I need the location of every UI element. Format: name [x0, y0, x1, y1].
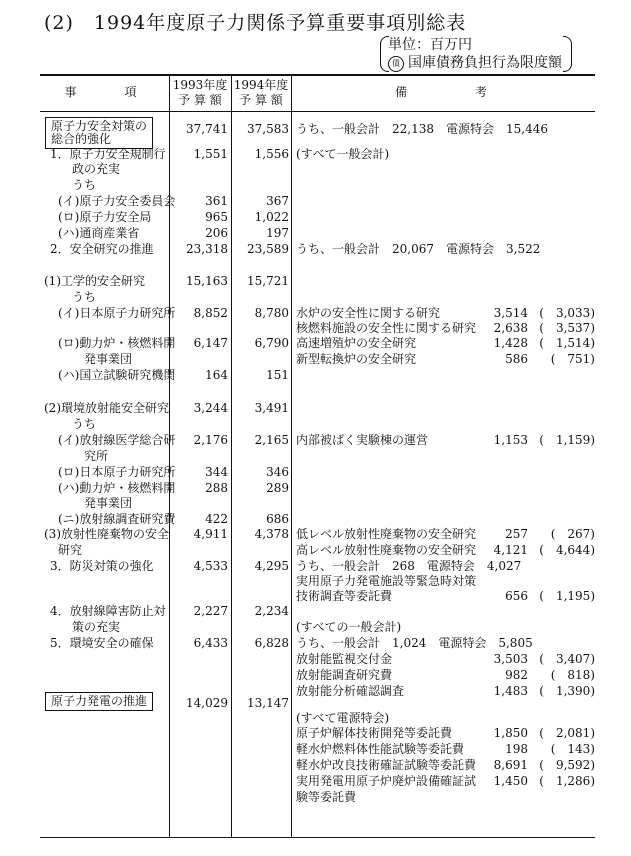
- value-1993: 1,551: [193, 147, 228, 161]
- value-1994: 151: [266, 368, 289, 382]
- remark-amount: 586: [505, 352, 528, 366]
- value-1994: 2,165: [254, 433, 289, 447]
- value-1993: 15,163: [186, 274, 228, 288]
- remark-debt-limit: ( 1,195): [539, 589, 595, 603]
- value-1993: 965: [205, 210, 228, 224]
- remark-text: 原子炉解体技術開発等委託費: [296, 726, 453, 740]
- value-1994: 37,583: [247, 122, 289, 136]
- circled-debt-mark: 債: [388, 56, 404, 72]
- value-1994: 4,378: [254, 527, 289, 541]
- col-divider-3: [291, 75, 292, 837]
- remark-debt-limit: ( 2,081): [539, 726, 595, 740]
- value-1994: 8,780: [254, 306, 289, 320]
- item-label: 研究: [58, 543, 83, 557]
- value-1993: 206: [205, 226, 228, 240]
- header-remarks: 備 考: [394, 85, 491, 99]
- remark-amount: 4,121: [493, 543, 528, 557]
- remark-text: うち、一般会計 1,024 電源特会 5,805: [296, 636, 533, 650]
- remark-text: 高速増殖炉の安全研究: [296, 336, 417, 350]
- item-label: 1．原子力安全規制行: [50, 147, 166, 161]
- remark-amount: 1,483: [493, 684, 528, 698]
- value-1993: 23,318: [186, 242, 228, 256]
- value-1993: 14,029: [186, 696, 228, 710]
- item-label: 5．環境安全の確保: [50, 636, 154, 650]
- header-bottom-rule: [40, 111, 595, 112]
- value-1993: 4,533: [193, 559, 228, 573]
- value-1993: 361: [205, 194, 228, 208]
- remark-amount: 1,450: [493, 774, 528, 788]
- value-1993: 164: [205, 368, 228, 382]
- remark-text: 験等委託費: [296, 790, 357, 804]
- unit-note: [388, 36, 562, 72]
- value-1993: 2,227: [193, 604, 228, 618]
- value-1994: 4,295: [254, 559, 289, 573]
- page-title: (2) 1994年度原子力関係予算重要事項別総表: [44, 12, 467, 34]
- remark-text: 内部被ばく実験棟の運営: [296, 433, 429, 447]
- value-1994: 197: [266, 226, 289, 240]
- item-label: (ハ)動力炉・核燃料開: [58, 481, 176, 495]
- value-1993: 422: [205, 512, 228, 526]
- item-label: (イ)原子力安全委員会: [58, 194, 176, 208]
- remark-amount: 3,514: [493, 306, 528, 320]
- remark-debt-limit: ( 818): [550, 668, 595, 682]
- value-1993: 288: [205, 481, 228, 495]
- remark-amount: 8,691: [493, 758, 528, 772]
- remark-amount: 1,850: [493, 726, 528, 740]
- unit-label: 単位：百万円: [388, 37, 472, 53]
- remark-amount: 198: [505, 742, 528, 756]
- remark-debt-limit: ( 4,644): [539, 543, 595, 557]
- item-label: (ハ)国立試験研究機関: [58, 368, 176, 382]
- value-1994: 367: [266, 194, 289, 208]
- remark-text: 放射能調査研究費: [296, 668, 393, 682]
- value-1993: 2,176: [193, 433, 228, 447]
- item-label: うち: [72, 178, 97, 192]
- item-label: (イ)日本原子力研究所: [58, 306, 176, 320]
- remark-text: うち、一般会計 20,067 電源特会 3,522: [296, 242, 541, 256]
- value-1993: 344: [205, 465, 228, 479]
- remark-debt-limit: ( 1,514): [539, 336, 595, 350]
- remark-text: 放射能監視交付金: [296, 652, 393, 666]
- value-1994: 6,828: [254, 636, 289, 650]
- remark-text: 実用発電用原子炉廃炉設備確証試: [296, 774, 477, 788]
- remark-amount: 2,638: [493, 321, 528, 335]
- remark-text: 水炉の安全性に関する研究: [296, 306, 441, 320]
- remark-text: (すべて一般会計): [296, 147, 390, 161]
- value-1993: 6,433: [193, 636, 228, 650]
- remark-debt-limit: ( 267): [550, 527, 595, 541]
- item-label: 3．防災対策の強化: [50, 559, 154, 573]
- value-1993: 6,147: [193, 336, 228, 350]
- value-1994: 2,234: [254, 604, 289, 618]
- value-1994: 15,721: [247, 274, 289, 288]
- remark-text: 新型転換炉の安全研究: [296, 352, 417, 366]
- remark-debt-limit: ( 1,159): [539, 433, 595, 447]
- remark-debt-limit: ( 1,286): [539, 774, 595, 788]
- remark-debt-limit: ( 751): [550, 352, 595, 366]
- remark-debt-limit: ( 3,407): [539, 652, 595, 666]
- value-1994: 23,589: [247, 242, 289, 256]
- remark-debt-limit: ( 3,537): [539, 321, 595, 335]
- debt-limit-label: 国庫債務負担行為限度額: [408, 55, 562, 71]
- item-label: (ニ)放射線調査研究費: [58, 512, 176, 526]
- remark-amount: 656: [505, 589, 528, 603]
- remark-text: 低レベル放射性廃棄物の安全研究: [296, 527, 477, 541]
- remark-text: (すべての一般会計): [296, 620, 402, 634]
- item-label: 究所: [84, 449, 109, 463]
- value-1994: 13,147: [247, 696, 289, 710]
- item-label: 発事業団: [84, 496, 133, 510]
- table-bottom-rule: [40, 837, 595, 838]
- item-label: 発事業団: [84, 352, 133, 366]
- remark-text: (すべて電源特会): [296, 711, 390, 725]
- item-label: (ロ)動力炉・核燃料開: [58, 336, 176, 350]
- value-1993: 8,852: [193, 306, 228, 320]
- value-1994: 1,556: [254, 147, 289, 161]
- remark-amount: 3,503: [493, 652, 528, 666]
- item-label: (ロ)原子力安全局: [58, 210, 152, 224]
- col-divider-1: [169, 75, 170, 837]
- value-1994: 6,790: [254, 336, 289, 350]
- item-label: 2．安全研究の推進: [50, 242, 154, 256]
- remark-amount: 1,153: [493, 433, 528, 447]
- remark-text: 放射能分析確認調査: [296, 684, 405, 698]
- value-1994: 289: [266, 481, 289, 495]
- value-1994: 686: [266, 512, 289, 526]
- item-label: (2)環境放射能安全研究: [44, 401, 169, 415]
- item-label: 策の充実: [72, 620, 121, 634]
- remark-debt-limit: ( 1,390): [539, 684, 595, 698]
- remark-text: うち、一般会計 268 電源特会 4,027: [296, 559, 522, 573]
- remark-text: 高レベル放射性廃棄物の安全研究: [296, 543, 477, 557]
- item-label: うち: [72, 417, 97, 431]
- left-bracket: [380, 36, 389, 72]
- remark-amount: 1,428: [493, 336, 528, 350]
- col-divider-2: [231, 75, 232, 837]
- remark-amount: 257: [505, 527, 528, 541]
- remark-debt-limit: ( 9,592): [539, 758, 595, 772]
- value-1994: 3,491: [254, 401, 289, 415]
- item-label: 4．放射線障害防止対: [50, 604, 166, 618]
- table-top-rule: [40, 74, 595, 76]
- remark-text: 軽水炉燃料体性能試験等委託費: [296, 742, 465, 756]
- item-label: (3)放射性廃棄物の安全: [44, 527, 169, 541]
- remark-text: 技術調査等委託費: [296, 589, 393, 603]
- remark-amount: 982: [505, 668, 528, 682]
- header-item: 事 項: [64, 85, 145, 99]
- header-1993: 1993年度 予 算 額: [172, 78, 228, 107]
- value-1994: 1,022: [254, 210, 289, 224]
- remark-text: 核燃料施設の安全性に関する研究: [296, 321, 477, 335]
- section-safety: 原子力安全対策の 総合的強化: [45, 117, 153, 149]
- remark-debt-limit: ( 3,033): [539, 306, 595, 320]
- value-1993: 4,911: [193, 527, 228, 541]
- section-power: 原子力発電の推進: [45, 692, 153, 711]
- remark-text: 軽水炉改良技術確証試験等委託費: [296, 758, 477, 772]
- value-1993: 3,244: [193, 401, 228, 415]
- remark-debt-limit: ( 143): [550, 742, 595, 756]
- remark-text: 実用原子力発電施設等緊急時対策: [296, 574, 477, 588]
- header-1994: 1994年度 予 算 額: [233, 78, 289, 107]
- item-label: 政の充実: [72, 162, 121, 176]
- value-1993: 37,741: [186, 122, 228, 136]
- item-label: (ハ)通商産業省: [58, 226, 140, 240]
- item-label: うち: [72, 290, 97, 304]
- item-label: (イ)放射線医学総合研: [58, 433, 176, 447]
- item-label: (1)工学的安全研究: [44, 274, 145, 288]
- value-1994: 346: [266, 465, 289, 479]
- item-label: (ロ)日本原子力研究所: [58, 465, 176, 479]
- remark-text: うち、一般会計 22,138 電源特会 15,446: [296, 122, 548, 136]
- right-bracket: [563, 36, 572, 72]
